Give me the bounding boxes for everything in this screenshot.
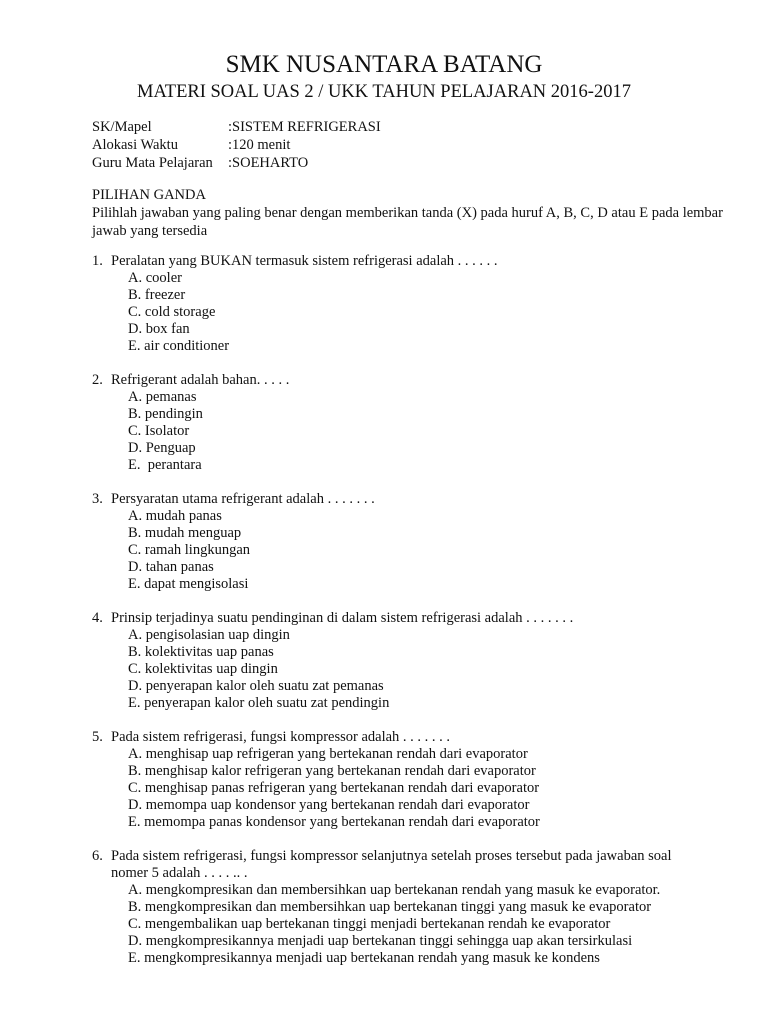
question-text: Pada sistem refrigerasi, fungsi kompressor selanjutnya setelah proses tersebut pada jawaban soal	[111, 848, 672, 864]
option-letter: D.	[128, 797, 146, 813]
question-stem	[92, 372, 732, 389]
section-instruction: Pilihlah jawaban yang paling benar dengan memberikan tanda (X) pada huruf A, B, C, D atau E pada lembar jawab yang tersedia	[92, 205, 723, 239]
answer-option	[128, 899, 732, 916]
option-letter: D.	[128, 321, 146, 337]
question-list	[92, 253, 732, 984]
option-letter: A.	[128, 508, 146, 524]
option-text: kolektivitas uap panas	[144, 644, 274, 660]
question-stem	[92, 253, 732, 270]
option-letter: D.	[128, 678, 146, 694]
answer-option	[128, 695, 732, 712]
option-text: perantara	[147, 457, 202, 473]
option-text: mudah panas	[145, 508, 222, 524]
option-letter: A.	[128, 270, 146, 286]
question-item	[92, 253, 732, 355]
option-letter: B.	[128, 287, 145, 303]
info-label: SK/Mapel	[92, 119, 152, 135]
option-letter: C.	[128, 304, 145, 320]
answer-option	[128, 644, 732, 661]
option-letter: B.	[128, 763, 145, 779]
section-header	[92, 186, 732, 240]
question-text: Pada sistem refrigerasi, fungsi kompressor adalah . . . . . . .	[111, 729, 451, 745]
answer-options	[92, 882, 732, 967]
question-text: Refrigerant adalah bahan. . . . .	[111, 372, 290, 388]
info-row-teacher	[92, 154, 381, 172]
option-letter: B.	[128, 899, 145, 915]
answer-option	[128, 916, 732, 933]
option-letter: B.	[128, 406, 145, 422]
answer-option	[128, 678, 732, 695]
info-separator: :	[228, 155, 233, 171]
option-letter: E.	[128, 576, 145, 592]
question-number: 5.	[92, 729, 103, 745]
question-item	[92, 610, 732, 712]
question-number: 4.	[92, 610, 103, 626]
answer-option	[128, 457, 732, 474]
info-separator: :	[228, 119, 233, 135]
info-value: 120 menit	[232, 137, 291, 153]
option-text: menghisap kalor refrigeran yang bertekanan rendah dari evaporator	[144, 763, 536, 779]
option-text: mengembalikan uap bertekanan tinggi menjadi bertekanan rendah ke evaporator	[144, 916, 611, 932]
info-value: SOEHARTO	[232, 155, 309, 171]
option-text: mengkompresikannya menjadi uap bertekanan rendah yang masuk ke kondens	[144, 950, 600, 966]
answer-option	[128, 525, 732, 542]
info-value: SISTEM REFRIGERASI	[232, 119, 381, 135]
answer-option	[128, 627, 732, 644]
option-letter: A.	[128, 389, 146, 405]
answer-option	[128, 508, 732, 525]
answer-option	[128, 440, 732, 457]
option-letter: E.	[128, 457, 148, 473]
option-letter: E.	[128, 695, 145, 711]
option-text: Penguap	[145, 440, 196, 456]
answer-option	[128, 797, 732, 814]
option-text: mudah menguap	[144, 525, 242, 541]
answer-option	[128, 304, 732, 321]
info-label: Guru Mata Pelajaran	[92, 155, 213, 171]
option-text: tahan panas	[145, 559, 214, 575]
question-number: 2.	[92, 372, 103, 388]
option-letter: D.	[128, 440, 146, 456]
option-text: dapat mengisolasi	[144, 576, 249, 592]
answer-options	[92, 627, 732, 712]
answer-options	[92, 270, 732, 355]
school-name: SMK NUSANTARA BATANG	[225, 51, 543, 78]
option-text: Isolator	[144, 423, 190, 439]
option-text: penyerapan kalor oleh suatu zat pendingin	[144, 695, 390, 711]
option-letter: E.	[128, 338, 145, 354]
question-number: 3.	[92, 491, 103, 507]
answer-option	[128, 287, 732, 304]
exam-subtitle: MATERI SOAL UAS 2 / UKK TAHUN PELAJARAN 2016-2017	[137, 82, 631, 102]
answer-option	[128, 270, 732, 287]
option-letter: A.	[128, 746, 146, 762]
option-letter: C.	[128, 542, 145, 558]
question-stem	[92, 729, 732, 746]
option-letter: A.	[128, 627, 146, 643]
answer-option	[128, 389, 732, 406]
question-text: Persyaratan utama refrigerant adalah . . . . . . .	[111, 491, 375, 507]
question-text: Prinsip terjadinya suatu pendinginan di dalam sistem refrigerasi adalah . . . . . . .	[111, 610, 574, 626]
option-text: mengkompresikan dan membersihkan uap bertekanan rendah yang masuk ke evaporator.	[145, 882, 661, 898]
option-text: box fan	[145, 321, 190, 337]
answer-option	[128, 576, 732, 593]
answer-option	[128, 746, 732, 763]
answer-option	[128, 406, 732, 423]
option-text: pemanas	[145, 389, 197, 405]
option-letter: B.	[128, 525, 145, 541]
option-text: cold storage	[144, 304, 216, 320]
option-letter: A.	[128, 882, 146, 898]
question-item	[92, 372, 732, 474]
option-letter: E.	[128, 814, 145, 830]
option-text: ramah lingkungan	[144, 542, 251, 558]
answer-option	[128, 814, 732, 831]
option-letter: E.	[128, 950, 145, 966]
question-item	[92, 848, 732, 967]
option-text: pendingin	[144, 406, 203, 422]
answer-options	[92, 746, 732, 831]
option-text: memompa panas kondensor yang bertekanan rendah dari evaporator	[144, 814, 540, 830]
option-text: mengkompresikannya menjadi uap bertekanan tinggi sehingga uap akan tersirkulasi	[145, 933, 633, 949]
info-separator: :	[228, 137, 233, 153]
option-text: memompa uap kondensor yang bertekanan rendah dari evaporator	[145, 797, 530, 813]
answer-options	[92, 389, 732, 474]
option-letter: B.	[128, 644, 145, 660]
info-row-time	[92, 136, 381, 154]
answer-options	[92, 508, 732, 593]
answer-option	[128, 661, 732, 678]
question-text: Peralatan yang BUKAN termasuk sistem refrigerasi adalah . . . . . .	[111, 253, 498, 269]
option-text: cooler	[145, 270, 182, 286]
question-stem	[92, 491, 732, 508]
option-letter: D.	[128, 559, 146, 575]
section-title: PILIHAN GANDA	[92, 187, 206, 203]
question-item	[92, 729, 732, 831]
answer-option	[128, 780, 732, 797]
answer-option	[128, 338, 732, 355]
option-text: menghisap panas refrigeran yang bertekanan rendah dari evaporator	[144, 780, 540, 796]
exam-info	[92, 118, 381, 172]
info-label: Alokasi Waktu	[92, 137, 178, 153]
answer-option	[128, 950, 732, 967]
answer-option	[128, 933, 732, 950]
question-stem	[92, 848, 732, 865]
option-text: kolektivitas uap dingin	[144, 661, 278, 677]
option-text: pengisolasian uap dingin	[145, 627, 290, 643]
option-letter: D.	[128, 933, 146, 949]
option-letter: C.	[128, 916, 145, 932]
option-text: mengkompresikan dan membersihkan uap bertekanan tinggi yang masuk ke evaporator	[144, 899, 652, 915]
answer-option	[128, 321, 732, 338]
answer-option	[128, 542, 732, 559]
option-text: freezer	[144, 287, 186, 303]
question-text-continued: nomer 5 adalah . . . . .. .	[111, 865, 248, 881]
info-row-subject	[92, 118, 381, 136]
option-text: penyerapan kalor oleh suatu zat pemanas	[145, 678, 384, 694]
answer-option	[128, 882, 732, 899]
question-stem	[92, 610, 732, 627]
option-letter: C.	[128, 423, 145, 439]
question-number: 1.	[92, 253, 103, 269]
answer-option	[128, 423, 732, 440]
question-item	[92, 491, 732, 593]
answer-option	[128, 559, 732, 576]
option-text: air conditioner	[144, 338, 230, 354]
option-text: menghisap uap refrigeran yang bertekanan rendah dari evaporator	[145, 746, 528, 762]
option-letter: C.	[128, 780, 145, 796]
answer-option	[128, 763, 732, 780]
option-letter: C.	[128, 661, 145, 677]
question-number: 6.	[92, 848, 103, 864]
